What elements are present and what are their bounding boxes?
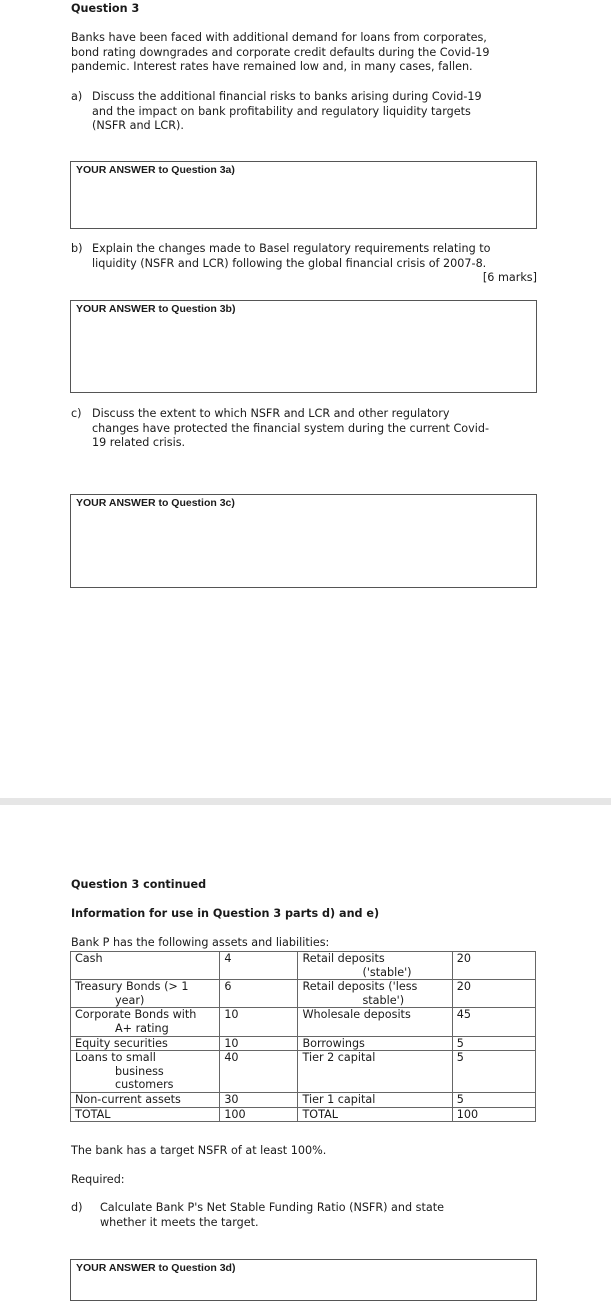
cell-line: Retail deposits bbox=[302, 952, 385, 965]
text-line: whether it meets the target. bbox=[100, 1215, 259, 1229]
asset-name bbox=[71, 1008, 220, 1036]
question-label: c) bbox=[71, 407, 82, 420]
cell-line: Loans to small bbox=[75, 1051, 156, 1065]
cell-line: Wholesale deposits bbox=[302, 1008, 411, 1022]
question-title: Question 3 bbox=[71, 2, 140, 15]
question-label: d) bbox=[71, 1201, 83, 1214]
table-row bbox=[71, 1008, 536, 1036]
liability-value: 5 bbox=[452, 1036, 535, 1051]
answer-box-label: YOUR ANSWER to Question 3a) bbox=[76, 164, 235, 176]
cell-line: Retail deposits ('less bbox=[302, 980, 418, 994]
table-intro: Bank P has the following assets and liabilities: bbox=[71, 936, 330, 949]
table-row bbox=[71, 1107, 536, 1122]
section-title: Question 3 continued bbox=[71, 878, 207, 891]
liability-name bbox=[298, 1036, 452, 1051]
cell-line: TOTAL bbox=[302, 1107, 338, 1121]
cell-line: A+ rating bbox=[115, 1021, 169, 1035]
question-label: b) bbox=[71, 242, 83, 255]
answer-box-label: YOUR ANSWER to Question 3b) bbox=[76, 303, 236, 315]
required-label: Required: bbox=[71, 1173, 125, 1186]
cell-line: business bbox=[115, 1064, 164, 1078]
cell-line: stable') bbox=[362, 993, 405, 1007]
asset-value: 6 bbox=[220, 980, 298, 1008]
marks-label: [6 marks] bbox=[482, 271, 537, 285]
table-row bbox=[71, 952, 536, 980]
text-line: Banks have been faced with additional demand for loans from corporates, bbox=[71, 31, 487, 44]
asset-name bbox=[71, 1107, 220, 1122]
liability-value: 100 bbox=[452, 1107, 535, 1122]
liability-value: 45 bbox=[452, 1008, 535, 1036]
answer-box-3b[interactable] bbox=[70, 300, 537, 393]
asset-value: 10 bbox=[220, 1008, 298, 1036]
text-line: 19 related crisis. bbox=[92, 436, 186, 450]
text-line: changes have protected the financial system during the current Covid- bbox=[92, 421, 489, 435]
question-label: a) bbox=[71, 90, 83, 103]
liability-name bbox=[298, 952, 452, 980]
text-line: pandemic. Interest rates have remained low and, in many cases, fallen. bbox=[71, 60, 473, 74]
liability-name bbox=[298, 1107, 452, 1122]
target-text: The bank has a target NSFR of at least 100%. bbox=[71, 1144, 327, 1157]
text-line: Calculate Bank P's Net Stable Funding Ratio (NSFR) and state bbox=[100, 1201, 445, 1214]
asset-value: 4 bbox=[220, 952, 298, 980]
liability-value: 20 bbox=[452, 952, 535, 980]
liability-value: 5 bbox=[452, 1051, 535, 1093]
liability-value: 20 bbox=[452, 980, 535, 1008]
question-d bbox=[71, 1201, 541, 1230]
asset-name bbox=[71, 1051, 220, 1093]
answer-box-3c[interactable] bbox=[70, 494, 537, 588]
text-line: Explain the changes made to Basel regulatory requirements relating to bbox=[92, 242, 491, 255]
liability-name bbox=[298, 1008, 452, 1036]
cell-line: Tier 2 capital bbox=[302, 1051, 376, 1065]
answer-box-label: YOUR ANSWER to Question 3c) bbox=[76, 497, 235, 509]
liability-name bbox=[298, 980, 452, 1008]
question-b bbox=[71, 242, 541, 286]
cell-line: Cash bbox=[75, 952, 103, 965]
cell-line: ('stable') bbox=[362, 965, 412, 979]
intro-paragraph bbox=[71, 31, 541, 75]
asset-value: 10 bbox=[220, 1036, 298, 1051]
question-a bbox=[71, 90, 541, 134]
liability-name bbox=[298, 1092, 452, 1107]
answer-box-label: YOUR ANSWER to Question 3d) bbox=[76, 1262, 236, 1274]
question-c bbox=[71, 407, 541, 451]
cell-line: Treasury Bonds (> 1 bbox=[75, 980, 189, 994]
asset-value: 100 bbox=[220, 1107, 298, 1122]
cell-line: customers bbox=[115, 1078, 174, 1092]
section-subtitle: Information for use in Question 3 parts d) and e) bbox=[71, 907, 380, 920]
text-line: (NSFR and LCR). bbox=[92, 119, 184, 133]
answer-box-3a[interactable] bbox=[70, 161, 537, 229]
table-row bbox=[71, 1092, 536, 1107]
asset-name bbox=[71, 952, 220, 980]
cell-line: TOTAL bbox=[75, 1107, 111, 1121]
table-row bbox=[71, 1036, 536, 1051]
answer-box-3d[interactable] bbox=[70, 1259, 537, 1301]
asset-name bbox=[71, 1036, 220, 1051]
text-line: bond rating downgrades and corporate credit defaults during the Covid-19 bbox=[71, 45, 490, 59]
text-line: Discuss the extent to which NSFR and LCR and other regulatory bbox=[92, 407, 450, 420]
asset-value: 40 bbox=[220, 1051, 298, 1093]
cell-line: Equity securities bbox=[75, 1036, 168, 1050]
cell-line: Tier 1 capital bbox=[302, 1092, 376, 1106]
page-break bbox=[0, 798, 611, 805]
cell-line: year) bbox=[115, 993, 145, 1007]
liability-value: 5 bbox=[452, 1092, 535, 1107]
asset-name bbox=[71, 1092, 220, 1107]
asset-name bbox=[71, 980, 220, 1008]
cell-line: Borrowings bbox=[302, 1036, 365, 1050]
text-line: Discuss the additional financial risks to banks arising during Covid-19 bbox=[92, 90, 482, 103]
text-line: liquidity (NSFR and LCR) following the global financial crisis of 2007-8. bbox=[92, 256, 487, 270]
table-row bbox=[71, 980, 536, 1008]
cell-line: Corporate Bonds with bbox=[75, 1008, 197, 1022]
cell-line: Non-current assets bbox=[75, 1092, 181, 1106]
assets-liabilities-table bbox=[70, 951, 536, 1122]
table-row bbox=[71, 1051, 536, 1093]
liability-name bbox=[298, 1051, 452, 1093]
asset-value: 30 bbox=[220, 1092, 298, 1107]
text-line: and the impact on bank profitability and regulatory liquidity targets bbox=[92, 104, 471, 118]
